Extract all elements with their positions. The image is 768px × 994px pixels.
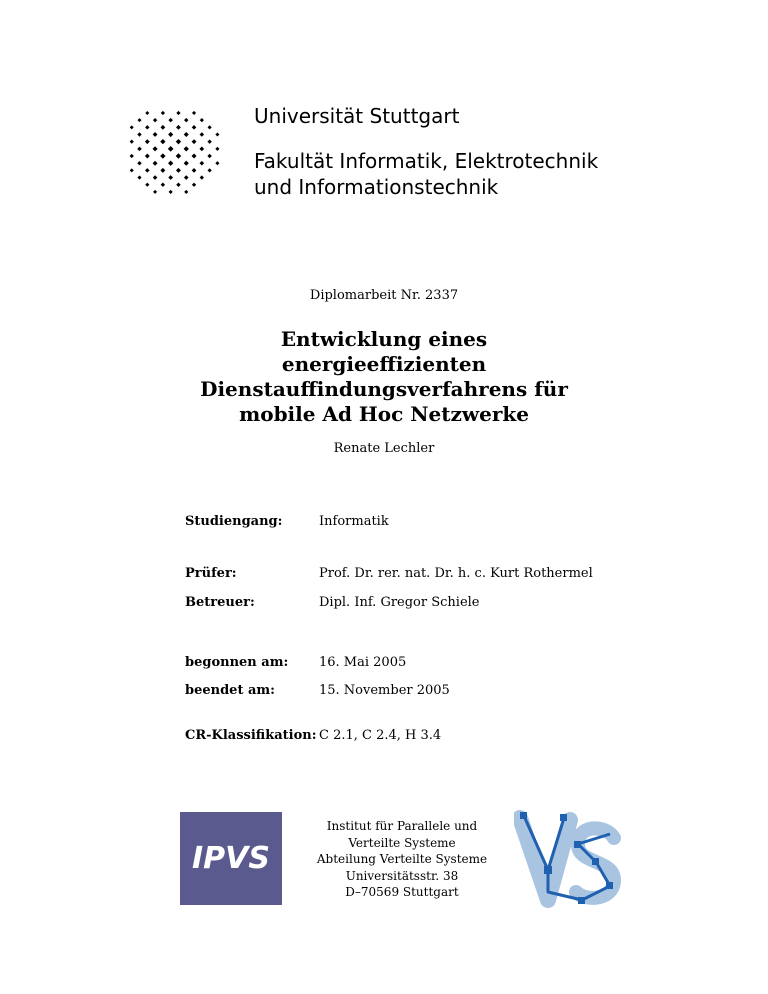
logo-diamond	[161, 111, 165, 115]
logo-diamond	[207, 154, 211, 158]
logo-diamond	[184, 190, 188, 194]
title-line: mobile Ad Hoc Netzwerke	[239, 402, 529, 426]
address-line: Universitätsstr. 38	[345, 868, 459, 883]
vs-logo-node	[606, 882, 613, 889]
title-line: Entwicklung eines	[280, 327, 488, 351]
begonnen-label: begonnen am:	[185, 655, 289, 670]
logo-diamond	[200, 161, 205, 166]
logo-diamond	[161, 183, 165, 187]
logo-diamond	[200, 132, 205, 137]
thesis-number: Diplomarbeit Nr. 2337	[309, 288, 459, 303]
pruefer-label: Prüfer:	[185, 566, 237, 581]
vs-logo	[514, 808, 630, 908]
address-line: D–70569 Stuttgart	[345, 885, 459, 899]
logo-diamond	[184, 118, 188, 122]
logo-diamond	[184, 146, 189, 151]
logo-diamond	[168, 146, 174, 152]
logo-diamond	[168, 175, 173, 180]
logo-diamond	[215, 147, 219, 151]
logo-diamond	[192, 111, 196, 115]
logo-diamond	[137, 161, 141, 165]
vs-logo-node	[560, 814, 567, 821]
logo-diamond	[145, 168, 150, 173]
logo-diamond	[176, 168, 181, 173]
logo-diamond	[200, 118, 204, 122]
logo-diamond	[153, 175, 158, 180]
ipvs-logo-text: IPVS	[192, 841, 270, 876]
thesis-title	[0, 327, 768, 427]
logo-diamond	[192, 125, 197, 130]
logo-diamond	[137, 175, 141, 179]
logo-diamond	[192, 183, 196, 187]
logo-diamond	[215, 161, 219, 165]
logo-diamond	[176, 153, 182, 159]
vs-logo-node	[520, 812, 527, 819]
logo-diamond	[184, 175, 189, 180]
logo-diamond	[168, 118, 173, 123]
address-line: Institut für Parallele und	[326, 819, 478, 833]
address-line: Abteilung Verteilte Systeme	[316, 852, 488, 866]
studiengang-label: Studiengang:	[185, 514, 283, 529]
logo-diamond	[207, 139, 211, 143]
logo-diamond	[145, 111, 149, 115]
logo-diamond	[130, 154, 134, 158]
logo-diamond	[192, 139, 197, 144]
faculty-name-line-1: Fakultät Informatik, Elektrotechnik	[254, 149, 599, 173]
vs-logo-node	[574, 841, 581, 848]
vs-logo-letters	[520, 812, 614, 904]
logo-diamond	[153, 118, 157, 122]
pruefer-value: Prof. Dr. rer. nat. Dr. h. c. Kurt Rothermel	[319, 566, 593, 581]
beendet-value: 15. November 2005	[319, 683, 450, 698]
title-line: Dienstauffindungsverfahrens für	[200, 377, 568, 401]
logo-diamond	[153, 132, 158, 137]
logo-diamond	[184, 132, 189, 137]
logo-diamond	[184, 161, 189, 166]
logo-diamond	[130, 140, 134, 144]
logo-diamond	[176, 183, 180, 187]
logo-diamond	[145, 139, 150, 144]
logo-diamond	[199, 146, 204, 151]
cr-classification-label: CR-Klassifikation:	[185, 728, 317, 743]
logo-diamond	[176, 139, 181, 144]
logo-diamond	[160, 139, 165, 144]
logo-diamond	[130, 168, 134, 172]
logo-diamond	[192, 168, 197, 173]
logo-diamond	[200, 175, 204, 179]
logo-diamond	[160, 125, 165, 130]
vs-logo-node	[578, 897, 585, 904]
address-line: Verteilte Systeme	[348, 835, 456, 850]
institute-address	[302, 818, 502, 901]
studiengang-value: Informatik	[319, 514, 389, 529]
vs-logo-node	[592, 858, 599, 865]
logo-diamond	[137, 147, 142, 152]
logo-diamond	[207, 168, 211, 172]
logo-diamond	[145, 154, 150, 159]
begonnen-value: 16. Mai 2005	[319, 655, 407, 670]
title-line: energieeffizienten	[281, 352, 487, 376]
beendet-label: beendet am:	[185, 683, 275, 698]
faculty-name-line-2: und Informationstechnik	[254, 175, 499, 199]
cr-classification-value: C 2.1, C 2.4, H 3.4	[319, 728, 442, 743]
logo-diamond	[153, 146, 158, 151]
logo-diamond	[176, 125, 181, 130]
logo-diamond	[153, 190, 157, 194]
author-name: Renate Lechler	[333, 441, 435, 456]
logo-diamond	[130, 125, 134, 129]
logo-diamond	[168, 161, 173, 166]
logo-diamond	[208, 125, 212, 129]
logo-diamond	[160, 153, 165, 158]
ipvs-logo	[180, 812, 282, 905]
logo-diamond	[137, 118, 141, 122]
university-name: Universität Stuttgart	[254, 104, 460, 128]
university-logo	[114, 96, 232, 206]
logo-diamond	[215, 132, 219, 136]
vs-logo-node	[544, 866, 552, 874]
betreuer-label: Betreuer:	[185, 595, 255, 610]
logo-diamond	[137, 132, 141, 136]
logo-diamond	[192, 154, 197, 159]
logo-diamond	[153, 161, 158, 166]
logo-diamond	[168, 132, 173, 137]
logo-diamond	[145, 125, 149, 129]
vs-logo-v-shape	[520, 818, 570, 900]
betreuer-value: Dipl. Inf. Gregor Schiele	[319, 595, 480, 610]
logo-diamond	[169, 190, 173, 194]
logo-diamond	[160, 168, 165, 173]
logo-diamond	[145, 183, 149, 187]
logo-diamond	[176, 111, 180, 115]
